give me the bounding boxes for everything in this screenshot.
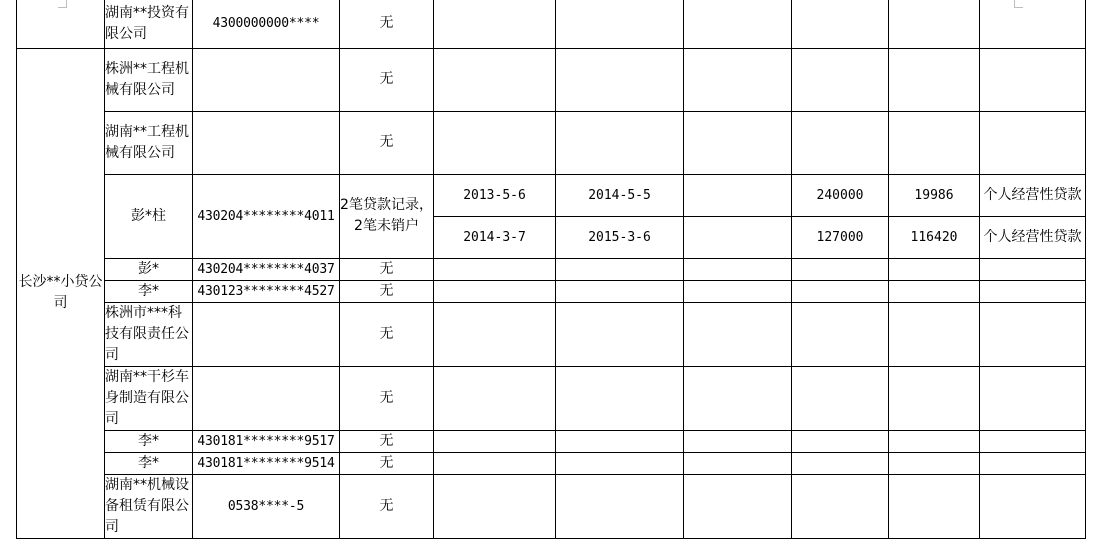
cell-empty	[434, 258, 556, 280]
cell-empty	[792, 430, 889, 452]
cell-empty	[889, 366, 980, 430]
table-row	[17, 280, 1086, 302]
cell-empty	[434, 474, 556, 538]
cell-empty	[980, 302, 1086, 366]
cell-empty	[556, 430, 684, 452]
cell-person-name: 李*	[105, 430, 193, 452]
cell-loan-record: 无	[340, 111, 434, 174]
cell-company-name: 株洲**工程机械有限公司	[105, 48, 193, 111]
cell-empty	[980, 48, 1086, 111]
cell-empty	[684, 302, 792, 366]
cell-id-number: 4300000000****	[193, 0, 340, 48]
cell-loan-record: 无	[340, 452, 434, 474]
cell-empty	[684, 366, 792, 430]
cell-lender-group: 长沙**小贷公司	[17, 48, 105, 538]
cell-loan-balance: 19986	[889, 174, 980, 216]
cell-empty	[556, 452, 684, 474]
cell-empty	[556, 302, 684, 366]
cell-empty	[792, 111, 889, 174]
cell-empty	[556, 111, 684, 174]
cell-person-name: 李*	[105, 452, 193, 474]
cell-empty	[980, 474, 1086, 538]
cell-empty	[556, 280, 684, 302]
cell-loan-amount: 240000	[792, 174, 889, 216]
cell-empty	[556, 258, 684, 280]
cell-empty	[434, 280, 556, 302]
cell-loan-end-date: 2014-5-5	[556, 174, 684, 216]
cell-id-number	[193, 302, 340, 366]
cell-id-number: 430204********4037	[193, 258, 340, 280]
credit-record-table	[16, 0, 1086, 539]
cell-empty	[684, 452, 792, 474]
table-row	[17, 0, 1086, 48]
cell-empty	[792, 452, 889, 474]
cell-empty	[17, 0, 105, 48]
cell-empty	[684, 474, 792, 538]
cell-empty	[889, 48, 980, 111]
cell-empty	[684, 0, 792, 48]
cell-empty	[684, 48, 792, 111]
cell-loan-record: 无	[340, 258, 434, 280]
cell-loan-start-date: 2013-5-6	[434, 174, 556, 216]
cell-loan-record: 无	[340, 0, 434, 48]
table-row	[17, 474, 1086, 538]
cell-empty	[434, 430, 556, 452]
cell-empty	[792, 366, 889, 430]
cell-person-name: 李*	[105, 280, 193, 302]
cell-person-name: 彭*	[105, 258, 193, 280]
cell-empty	[980, 366, 1086, 430]
cell-empty	[434, 48, 556, 111]
cell-empty	[684, 111, 792, 174]
cell-empty	[889, 430, 980, 452]
table-row	[17, 174, 1086, 216]
cell-empty	[980, 280, 1086, 302]
cell-empty	[434, 111, 556, 174]
cell-company-name: 株洲市***科技有限责任公司	[105, 302, 193, 366]
table-row	[17, 430, 1086, 452]
cell-id-number: 430204********4011	[193, 174, 340, 258]
cell-empty	[980, 111, 1086, 174]
cell-empty	[434, 302, 556, 366]
cell-loan-start-date: 2014-3-7	[434, 216, 556, 258]
cell-loan-end-date: 2015-3-6	[556, 216, 684, 258]
cell-empty	[889, 302, 980, 366]
cell-empty	[792, 258, 889, 280]
cell-empty	[792, 302, 889, 366]
cell-loan-record: 无	[340, 474, 434, 538]
cell-empty	[980, 452, 1086, 474]
cell-empty	[980, 258, 1086, 280]
cell-id-number	[193, 111, 340, 174]
cell-loan-balance: 116420	[889, 216, 980, 258]
cell-loan-record: 无	[340, 280, 434, 302]
cell-empty	[792, 48, 889, 111]
cell-loan-record: 无	[340, 366, 434, 430]
cell-empty	[889, 280, 980, 302]
cell-company-name: 湖南**机械设备租赁有限公司	[105, 474, 193, 538]
cell-empty	[556, 474, 684, 538]
cell-loan-type: 个人经营性贷款	[980, 174, 1086, 216]
cell-empty	[556, 0, 684, 48]
cell-empty	[980, 0, 1086, 48]
cell-empty	[889, 111, 980, 174]
cell-loan-amount: 127000	[792, 216, 889, 258]
cell-loan-type: 个人经营性贷款	[980, 216, 1086, 258]
cell-empty	[889, 0, 980, 48]
cell-loan-record: 无	[340, 48, 434, 111]
cell-empty	[980, 430, 1086, 452]
table-row	[17, 366, 1086, 430]
cell-empty	[684, 280, 792, 302]
cell-empty	[889, 474, 980, 538]
cell-empty	[556, 48, 684, 111]
cell-empty	[684, 216, 792, 258]
cell-id-number: 430181********9517	[193, 430, 340, 452]
cell-loan-record: 无	[340, 302, 434, 366]
table-row	[17, 111, 1086, 174]
cell-empty	[684, 174, 792, 216]
cell-company-name: 湖南**干杉车身制造有限公司	[105, 366, 193, 430]
cell-id-number: 430123********4527	[193, 280, 340, 302]
cell-empty	[434, 366, 556, 430]
cell-empty	[889, 258, 980, 280]
cell-company-name: 湖南**工程机械有限公司	[105, 111, 193, 174]
cell-loan-record: 2笔贷款记录，2笔未销户	[340, 174, 434, 258]
cell-empty	[684, 430, 792, 452]
cell-empty	[434, 452, 556, 474]
cell-empty	[792, 280, 889, 302]
cell-empty	[556, 366, 684, 430]
cell-company-name: 湖南**投资有限公司	[105, 0, 193, 48]
cell-loan-record: 无	[340, 430, 434, 452]
cell-empty	[434, 0, 556, 48]
cell-empty	[792, 0, 889, 48]
cell-person-name: 彭*柱	[105, 174, 193, 258]
cell-empty	[792, 474, 889, 538]
cell-id-number	[193, 366, 340, 430]
table-row	[17, 48, 1086, 111]
cell-id-number: 430181********9514	[193, 452, 340, 474]
cell-empty	[684, 258, 792, 280]
table-row	[17, 452, 1086, 474]
table-row	[17, 258, 1086, 280]
cell-empty	[889, 452, 980, 474]
cell-id-number	[193, 48, 340, 111]
cell-id-number: 0538****-5	[193, 474, 340, 538]
table-row	[17, 302, 1086, 366]
